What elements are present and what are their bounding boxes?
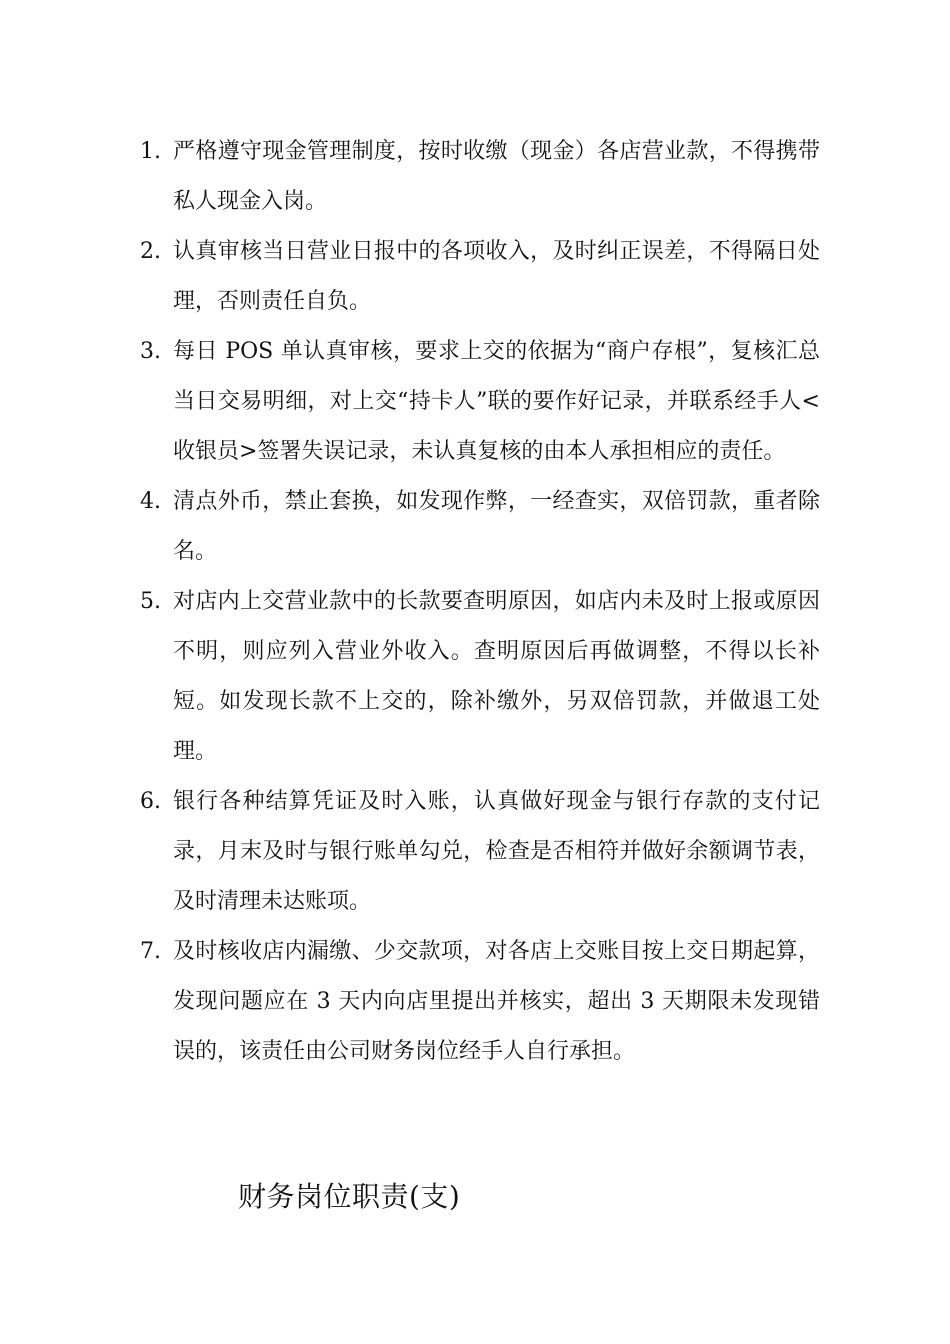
list-item (140, 927, 820, 1077)
list-item (140, 477, 820, 577)
item-number: 6. (140, 789, 161, 814)
list-item (140, 227, 820, 327)
item-number: 4. (140, 489, 161, 514)
item-text: 清点外币，禁止套换，如发现作弊，一经查实，双倍罚款，重者除名。 (173, 489, 820, 564)
section-heading: 财务岗位职责(支) (238, 1180, 461, 1213)
item-text: 严格遵守现金管理制度，按时收缴（现金）各店营业款，不得携带私人现金入岗。 (173, 139, 820, 214)
item-text: 对店内上交营业款中的长款要查明原因，如店内未及时上报或原因不明，则应列入营业外收入。查明原因后再做调整，不得以长补短。如发现长款不上交的，除补缴外，另双倍罚款，并做退工处理。 (173, 589, 820, 764)
item-text: 及时核收店内漏缴、少交款项，对各店上交账目按上交日期起算，发现问题应在 3 天内向店里提出并核实，超出 3 天期限未发现错误的，该责任由公司财务岗位经手人自行承担。 (173, 939, 820, 1064)
item-text: 每日 POS 单认真审核，要求上交的依据为“商户存根”，复核汇总当日交易明细，对上交“持卡人”联的要作好记录，并联系经手人<收银员>签署失误记录，未认真复核的由本人承担相应的责任。 (173, 339, 820, 464)
item-number: 7. (140, 939, 161, 964)
item-number: 2. (140, 239, 161, 264)
list-item (140, 777, 820, 927)
duty-list (140, 127, 820, 1077)
item-text: 认真审核当日营业日报中的各项收入，及时纠正误差，不得隔日处理，否则责任自负。 (173, 239, 820, 314)
item-number: 3. (140, 339, 161, 364)
list-item (140, 327, 820, 477)
list-item (140, 127, 820, 227)
item-number: 1. (140, 139, 161, 164)
list-item (140, 577, 820, 777)
item-text: 银行各种结算凭证及时入账，认真做好现金与银行存款的支付记录，月末及时与银行账单勾兑，检查是否相符并做好余额调节表，及时清理未达账项。 (173, 789, 820, 914)
item-number: 5. (140, 589, 161, 614)
